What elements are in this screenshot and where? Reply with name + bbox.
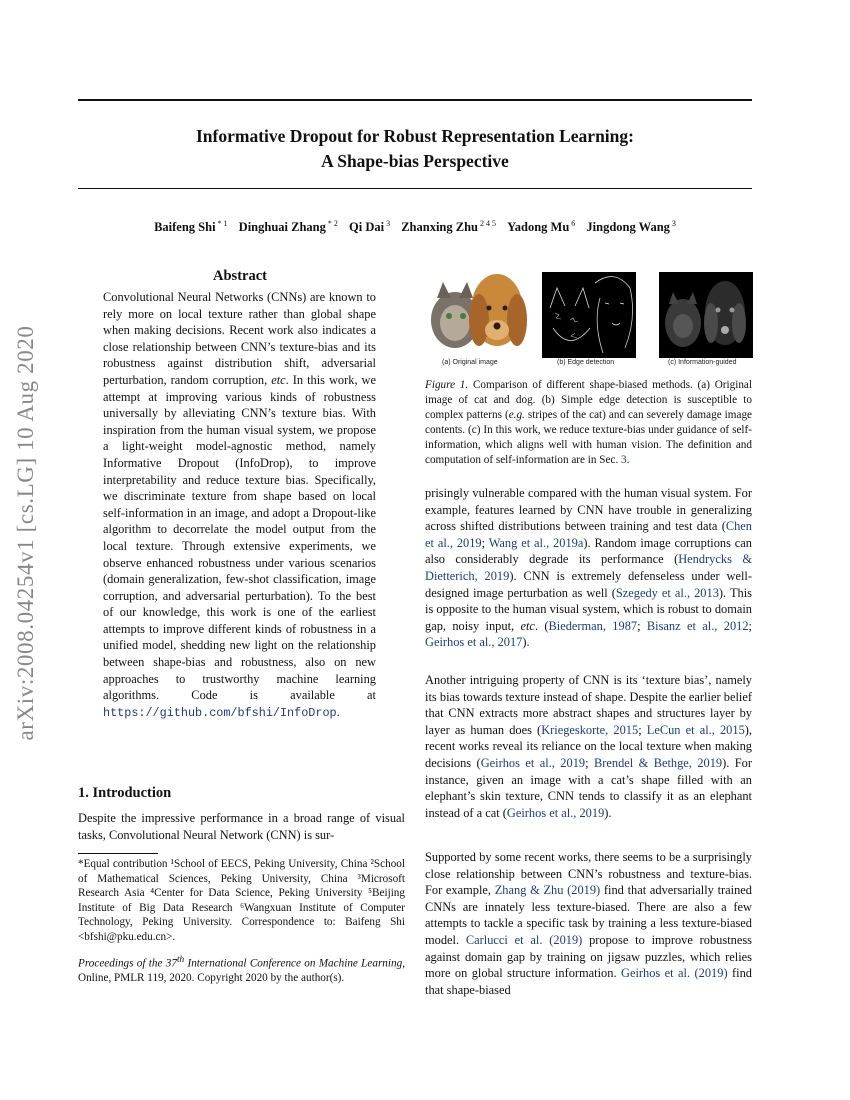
title-line-1: Informative Dropout for Robust Representation Learning: [196,126,634,146]
figure-1-images [425,268,753,360]
information-guided-panel [659,272,753,358]
citation-link[interactable]: Geirhos et al., 2019 [480,755,586,770]
citation-link[interactable]: LeCun et al., 2015 [646,722,745,737]
citation-link[interactable]: Bisanz et al., 2012 [646,618,749,633]
citation-link[interactable]: Biederman, 1987 [548,618,638,633]
edge-detection-panel [542,272,636,358]
paper-title [78,124,752,174]
author: Dinghuai Zhang $^{* 2}$ [238,219,338,235]
citation-link[interactable]: Carlucci et al. (2019) [465,932,583,947]
author: Baifeng Shi $^{* 1}$ [154,219,228,235]
citation-link[interactable]: Chen et al., 2019 [425,519,752,550]
citation-link[interactable]: Geirhos et al. (2019) [621,966,728,981]
figure-sublabel-a: (a) Original image [442,359,498,366]
citation-link[interactable]: Hendrycks & Dietterich, 2019 [425,552,752,583]
arxiv-identifier: arXiv:2008.04254v1 [cs.LG] 10 Aug 2020 [13,325,38,741]
author: Jingdong Wang $^3$ [586,219,676,235]
code-link[interactable]: https://github.com/bfshi/InfoDrop [103,705,337,720]
citation-link[interactable]: Wang et al., 2019a [488,535,584,550]
right-paragraph-2: Another intriguing property of CNN is its ‘texture bias’, namely its bias towards texture instead of shape. Despite the earlier belief that CNN extracts more abstract shapes and structures layer by layer as human does (Kriegeskorte, 2015; LeCun et al., 2015), recent works reveal its reliance on the local texture when making decisions (Geirhos et al., 2019; Brendel & Bethge, 2019). For instance, given an image with a cat’s shape filled with an elephant’s skin texture, CNN tends to classify it as an elephant instead of a cat (Geirhos et al., 2019). [425,673,752,820]
top-rule [78,99,752,101]
footnote-rule [78,853,158,854]
citation-link[interactable]: Geirhos et al., 2019 [506,805,605,820]
intro-paragraph: Despite the impressive performance in a broad range of visual tasks, Convolutional Neural Network (CNN) is sur- [78,811,405,842]
figure-sublabel-c: (c) Information-guided [668,359,737,366]
right-paragraph-1: prisingly vulnerable compared with the human visual system. For example, features learned by CNN have trouble in generalizing across shifted distributions between training and test data (Chen et al., 2019; Wang et al., 2019a). Random image corruptions can also considerably degrade its performance (Hendrycks & Dietterich, 2019). CNN is extremely defenseless under well-designed image perturbation as well (Szegedy et al., 2013). This is opposite to the human visual system, which is robust to domain gap, noisy input, etc. (Biederman, 1987; Bisanz et al., 2012; Geirhos et al., 2017). [425,486,753,650]
abstract-body: Convolutional Neural Networks (CNNs) are known to rely more on local texture rather than global shape when making decisions. Recent work also indicates a close relationship between CNN’s texture-bias and its robustness against distribution shift, adversarial perturbation, random corruption, etc. In this work, we attempt at improving various kinds of robustness universally by alleviating CNN’s texture bias. With inspiration from the human visual system, we propose a light-weight model-agnostic method, namely Informative Dropout (InfoDrop), to improve interpretability and reduce texture bias. Specifically, we discriminate texture from shape based on local self-information in an image, and adopt a Dropout-like algorithm to decorrelate the model output from the local texture. Through extensive experiments, we observe enhanced robustness under various scenarios (domain generalization, few-shot classification, image corruption, and adversarial perturbation). To the best of our knowledge, this work is one of the earliest attempts to improve different kinds of robustness in a unified model, shedding new light on the relationship between shape-bias and robustness, also on new approaches to trustworthy machine learning algorithms. Code is available at https://github.com/bfshi/InfoDrop. [103,290,376,720]
figure-sublabel-b: (b) Edge detection [557,359,615,366]
citation-link[interactable]: Geirhos et al., 2017 [425,635,523,650]
abstract-heading: Abstract [213,268,267,284]
citation-link[interactable]: Zhang & Zhu (2019) [494,883,601,898]
right-paragraph-3: Supported by some recent works, there seems to be a surprisingly close relationship between CNN’s robustness and texture-bias. For example, Zhang & Zhu (2019) find that adversarially trained CNNs are innately less texture-biased. There are also a few attempts to tackle a specific task by training a less texture-biased model. Carlucci et al. (2019) propose to improve robustness against domain gap by training on jigsaw puzzles, which relies more on global structure information. Geirhos et al. (2019) find that shape-biased [425,850,752,997]
proceedings-footnote: Proceedings of the 37th International Conference on Machine Learning, Online, PMLR 119, 2020. Copyright 2020 by the author(s). [78,955,405,985]
citation-link[interactable]: Kriegeskorte, 2015 [541,722,639,737]
citation-link[interactable]: Szegedy et al., 2013 [615,585,719,600]
original-image-panel [425,274,527,358]
title-bottom-rule [78,188,752,189]
author-list [78,219,752,235]
citation-link[interactable]: Brendel & Bethge, 2019 [593,755,723,770]
figure-1-caption: Figure 1. Comparison of different shape-biased methods. (a) Original image of cat and dog. (b) Simple edge detection is susceptible to complex patterns (e.g. stripes of the cat) and can severely damage image contents. (c) In this work, we reduce texture-bias under guidance of self-information, which aligns well with human vision. The definition and computation of self-information are in Sec. 3. [425,379,753,466]
title-line-2: A Shape-bias Perspective [321,151,509,171]
section-3-link[interactable]: 3 [621,454,627,466]
author: Yadong Mu $^6$ [507,219,576,235]
section-heading-introduction: 1. Introduction [78,785,172,801]
author: Qi Dai $^3$ [349,219,391,235]
author: Zhanxing Zhu $^{2 4 5}$ [401,219,496,235]
affiliations-footnote: *Equal contribution ¹School of EECS, Peking University, China ²School of Mathematical Sciences, Peking University, China ³Microsoft Research Asia ⁴Center for Data Science, Peking University ⁵Beijing Institute of Big Data Research ⁶Wangxuan Institute of Computer Technology, Peking University. Correspondence to: Baifeng Shi <bfshi@pku.edu.cn>. [78,858,405,943]
